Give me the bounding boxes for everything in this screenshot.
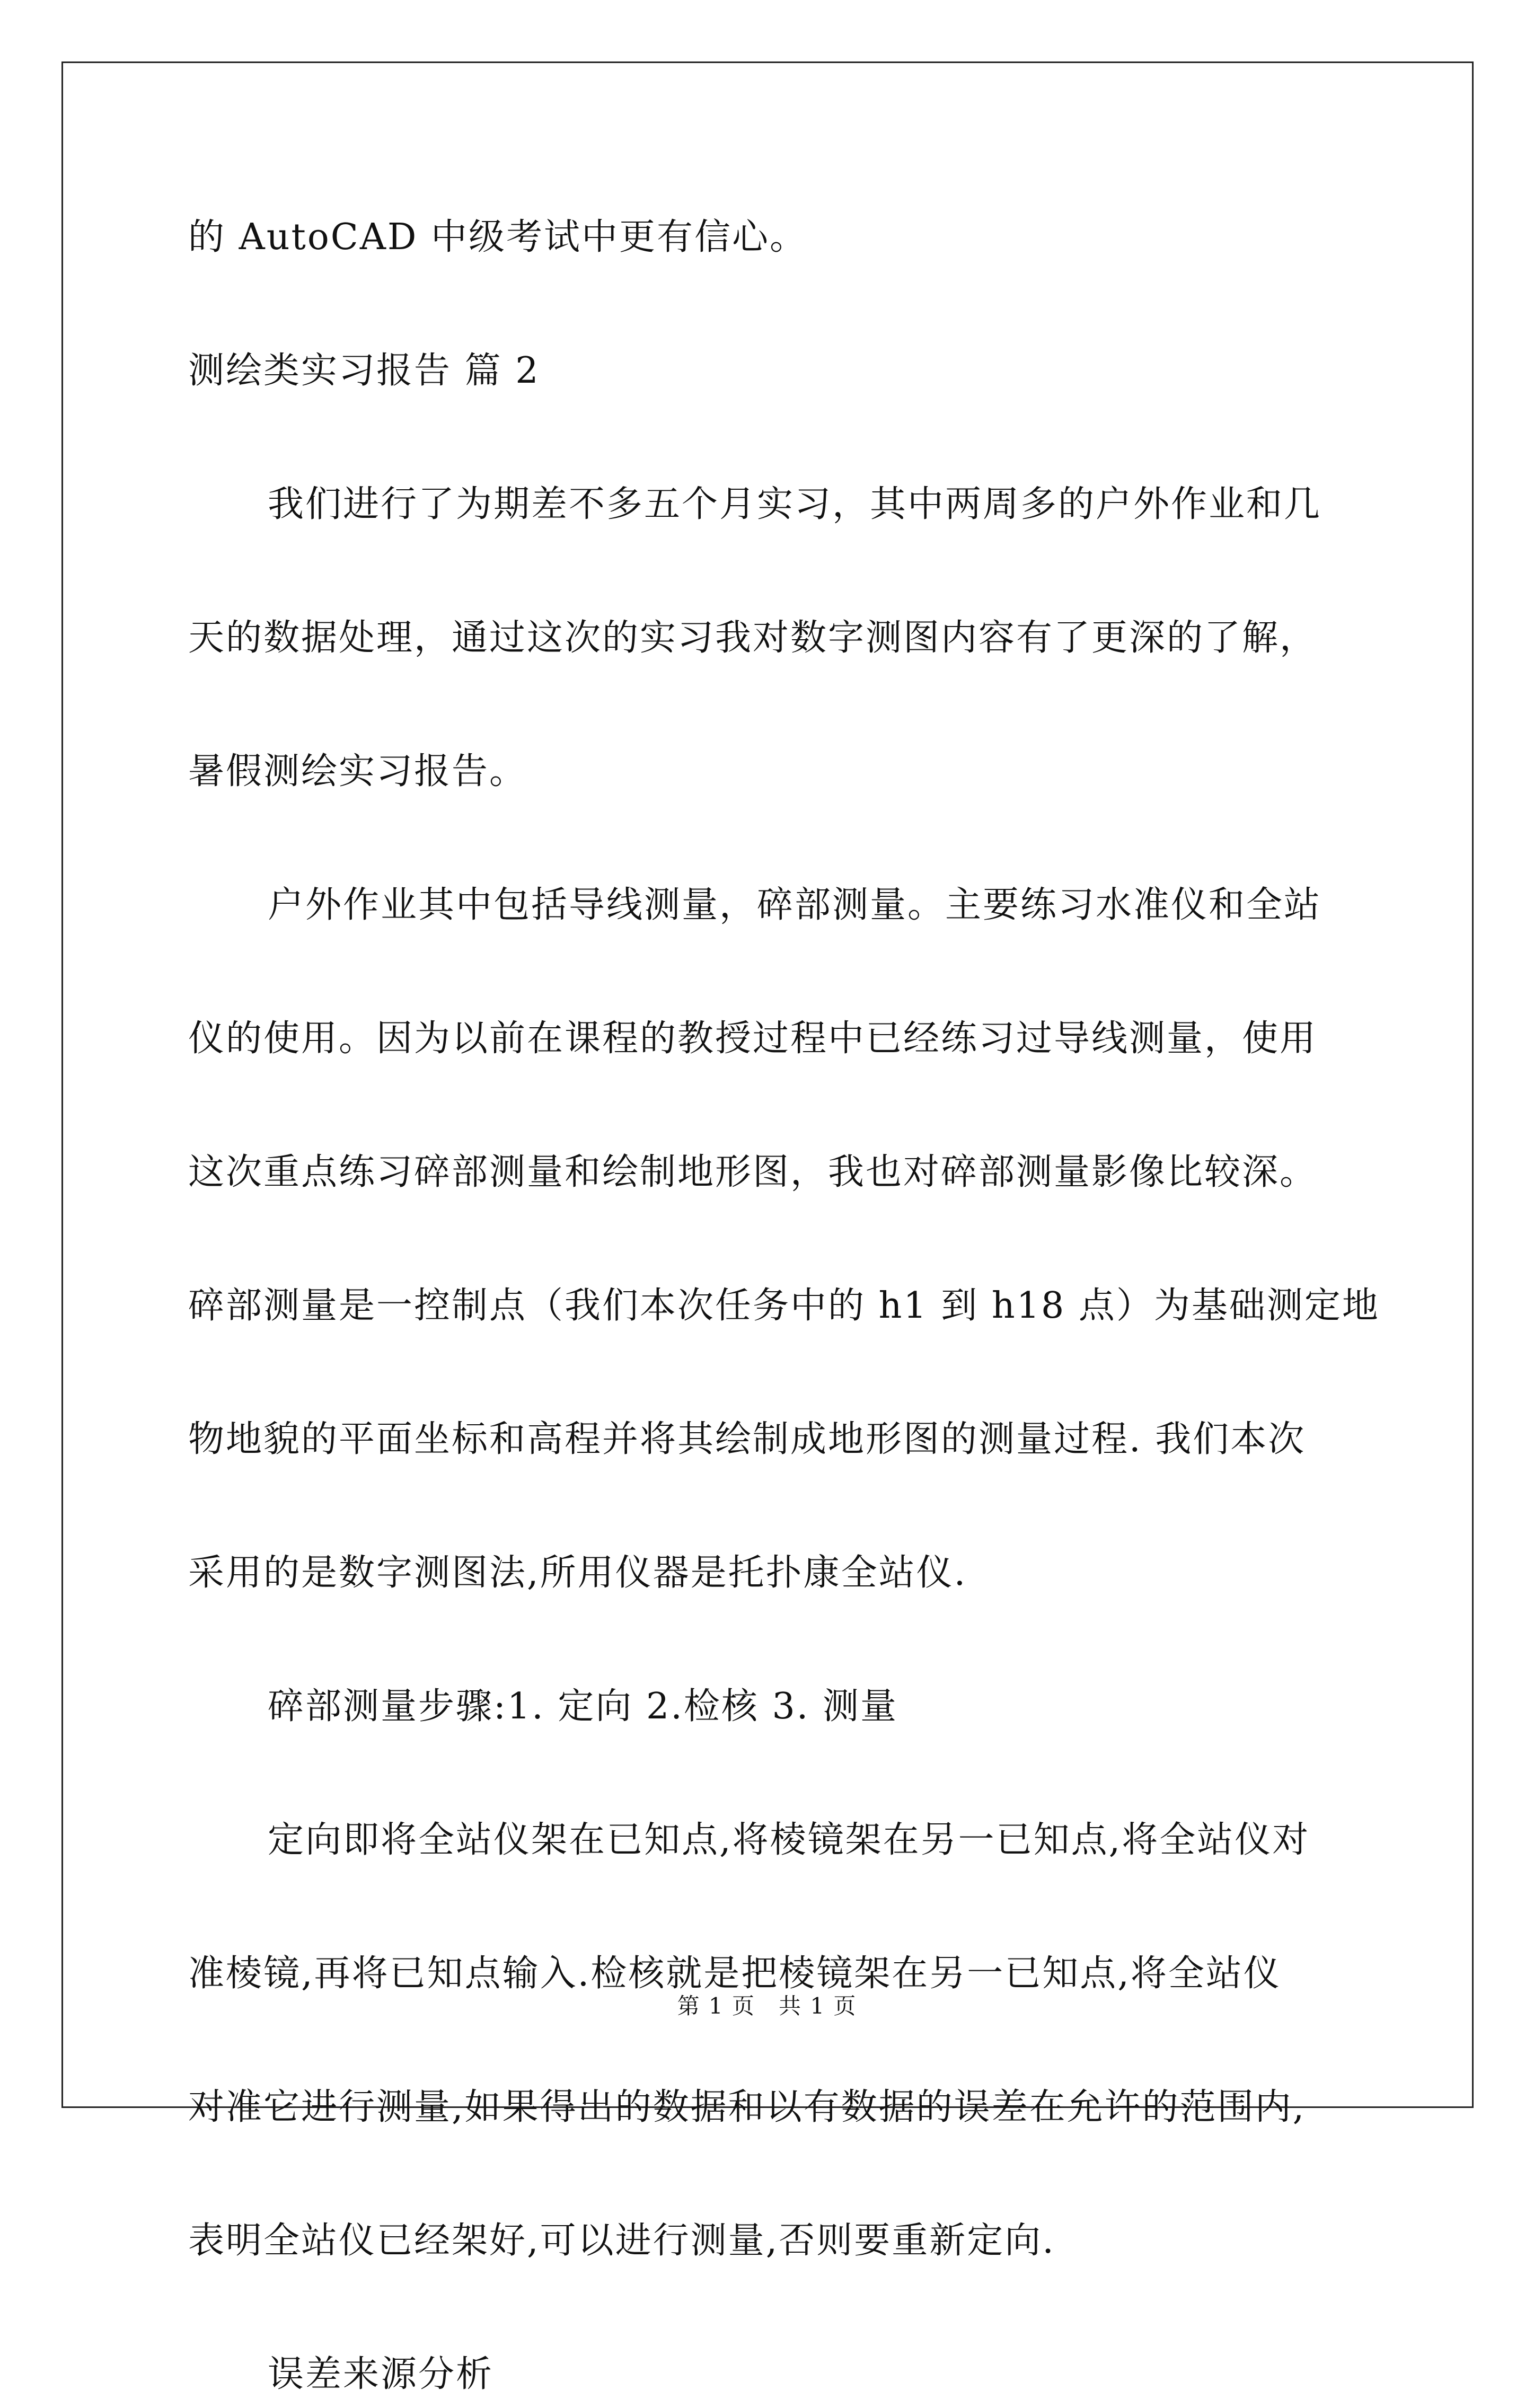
- body-line: 仪的使用。因为以前在课程的教授过程中已经练习过导线测量，使用: [188, 1018, 1318, 1060]
- line-gap: [188, 1473, 1354, 1540]
- line-gap: [188, 2274, 1354, 2341]
- line-gap: [188, 404, 1354, 471]
- line-gap: [188, 271, 1354, 338]
- line-gap: [188, 1339, 1354, 1406]
- body-line: 物地貌的平面坐标和高程并将其绘制成地形图的测量过程. 我们本次: [188, 1418, 1306, 1460]
- section-heading: 测绘类实习报告 篇 2: [188, 350, 540, 392]
- body-line: 我们进行了为期差不多五个月实习，其中两周多的户外作业和几: [268, 483, 1322, 525]
- body-line: 采用的是数字测图法,所用仪器是托扑康全站仪.: [188, 1552, 967, 1594]
- line-gap: [188, 2141, 1354, 2208]
- page-number: 第 1 页: [677, 1993, 755, 2019]
- body-line: 天的数据处理，通过这次的实习我对数字测图内容有了更深的了解，: [188, 617, 1318, 659]
- line-gap: [188, 805, 1354, 872]
- body-line: 碎部测量是一控制点（我们本次任务中的 h1 到 h18 点）为基础测定地: [188, 1285, 1380, 1327]
- line-gap: [188, 672, 1354, 738]
- line-gap: [188, 1607, 1354, 1673]
- body-line: 准棱镜,再将已知点输入.检核就是把棱镜架在另一已知点,将全站仪: [188, 1953, 1281, 1995]
- line-gap: [188, 939, 1354, 1005]
- line-gap: [188, 1206, 1354, 1273]
- body-line: 这次重点练习碎部测量和绘制地形图，我也对碎部测量影像比较深。: [188, 1151, 1318, 1193]
- body-line: 误差来源分析: [268, 2353, 494, 2395]
- line-gap: [188, 538, 1354, 605]
- body-line: 碎部测量步骤:1. 定向 2.检核 3. 测量: [268, 1686, 898, 1727]
- page-total: 共 1 页: [779, 1993, 857, 2019]
- line-gap: [188, 1072, 1354, 1139]
- body-line: 暑假测绘实习报告。: [188, 751, 527, 792]
- document-body: [188, 204, 1380, 2408]
- body-line: 表明全站仪已经架好,可以进行测量,否则要重新定向.: [188, 2220, 1055, 2262]
- line-gap: [188, 1740, 1354, 1807]
- body-line: 定向即将全站仪架在已知点,将棱镜架在另一已知点,将全站仪对: [268, 1819, 1310, 1861]
- line-gap: [188, 1874, 1354, 1940]
- body-line: 的 AutoCAD 中级考试中更有信心。: [188, 216, 808, 258]
- body-line: 户外作业其中包括导线测量，碎部测量。主要练习水准仪和全站: [268, 884, 1322, 926]
- page-footer: [0, 1990, 1534, 2022]
- body-line: 对准它进行测量,如果得出的数据和以有数据的误差在允许的范围内,: [188, 2086, 1306, 2128]
